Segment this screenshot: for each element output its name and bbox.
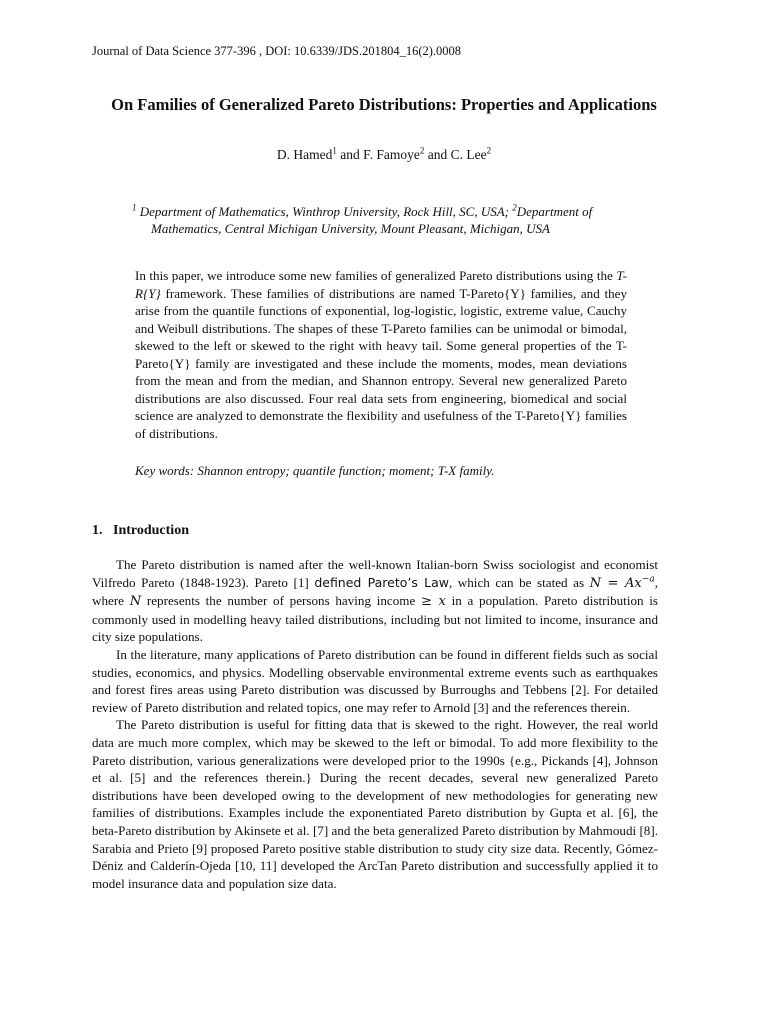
paragraph xyxy=(92,556,658,646)
author-affil-mark: 1 xyxy=(332,145,337,156)
section-number: 1. xyxy=(92,523,103,538)
paragraph-text: represents the number of persons having income xyxy=(141,593,421,609)
affil-text: Department of xyxy=(516,204,593,219)
author-name: D. Hamed xyxy=(276,147,333,162)
author-join: and F. Famoye xyxy=(336,147,420,162)
section-heading xyxy=(92,523,189,539)
paragraph: The Pareto distribution is useful for fitting data that is skewed to the right. However, the real world data are much more complex, which may be skewed to the left or bimodal. To add more flexibility to the Pareto distribution, various generalizations were developed prior to the 1990s {e.g., Pickands [4], Johnson et al. [5] and the references therein.} During the recent decades, several new generalized Pareto distributions have been developed owing to the development of new methodologies for generating new families of distributions. Examples include the exponentiated Pareto distribution by Gupta et al. [6], the beta-Pareto distribution by Akinsete et al. [7] and the beta generalized Pareto distribution by Mahmoudi [8]. Sarabia and Prieto [9] proposed Pareto positive stable distribution to study city size data. Recently, Gómez-Déniz and Calderín-Ojeda [10, 11] developed the ArcTan Pareto distribution and successfully applied it to model insurance data and population size data. xyxy=(92,717,658,891)
paragraph-text: where xyxy=(92,593,130,609)
paragraph-text: in a population. Pareto distribution is commonly used in modelling heavy tailed distributions, including but not limited to income, insurance and city size populations. xyxy=(92,593,658,645)
paragraph-text: The Pareto distribution is named after the well-known Italian-born Swiss sociologist and economist Vilfredo Pareto (1848-1923). Pareto [1] xyxy=(92,557,658,590)
affil-text: Department of Mathematics, Winthrop University, Rock Hill, SC, USA; xyxy=(136,204,513,219)
abstract-text: framework. These families of distributions are named T-Pareto{Y} families, and they arise from the quantile functions of exponential, log-logistic, logistic, extreme value, Cauchy and Weibull distributions. The shapes of these T-Pareto families can be unimodal or bimodal, skewed to the left or skewed to the right with heavy tail. Some general properties of the T-Pareto{Y} family are investigated and these include the moments, modes, mean deviations from the mean and from the median, and Shannon entropy. Several new generalized Pareto distributions are also discussed. Four real data sets from engineering, biomedical and social science are analyzed to demonstrate the flexibility and usefulness of the T-Pareto{Y} families of distributions. xyxy=(135,285,627,441)
paragraph-text: , which can be stated as xyxy=(448,574,590,590)
formula-inequality: ≥ x xyxy=(420,594,446,610)
paragraph-text: , xyxy=(654,574,659,590)
abstract xyxy=(135,267,627,442)
affiliations xyxy=(132,203,632,237)
keywords-text: : Shannon entropy; quantile function; moment; T-X family. xyxy=(189,463,495,478)
formula-exponent: −a xyxy=(641,574,655,585)
formula-variable: N xyxy=(129,594,142,610)
author-affil-mark: 2 xyxy=(486,145,492,156)
author-affil-mark: 2 xyxy=(419,145,425,156)
paragraph-text: defined Pareto’s Law xyxy=(314,574,449,590)
section-title: Introduction xyxy=(113,523,189,538)
formula: N = Ax xyxy=(589,575,642,591)
keywords-label: Key words xyxy=(135,463,190,478)
author-join: and C. Lee xyxy=(424,147,487,162)
affil-mark: 2 xyxy=(512,202,517,213)
affil-text: Mathematics, Central Michigan University, Mount Pleasant, Michigan, USA xyxy=(151,221,550,236)
abstract-term: T-R{Y} xyxy=(135,268,627,301)
affil-mark: 1 xyxy=(132,202,137,213)
paragraph: In the literature, many applications of Pareto distribution can be found in different fields such as social studies, economics, and physics. Modelling observable environmental extreme events such as earthquakes and forest fires areas using Pareto distribution was discussed by Burroughs and Tebbens [2]. For detailed review of Pareto distribution and related topics, one may refer to Arnold [3] and the references therein. xyxy=(92,646,658,715)
keywords xyxy=(135,463,627,479)
abstract-text: In this paper, we introduce some new families of generalized Pareto distributions using the xyxy=(135,268,617,283)
paper-title: On Families of Generalized Pareto Distributions: Properties and Applications xyxy=(111,95,657,114)
section-body xyxy=(92,556,658,892)
journal-header: Journal of Data Science 377-396 , DOI: 10.6339/JDS.201804_16(2).0008 xyxy=(92,44,462,58)
author-list xyxy=(0,147,768,163)
